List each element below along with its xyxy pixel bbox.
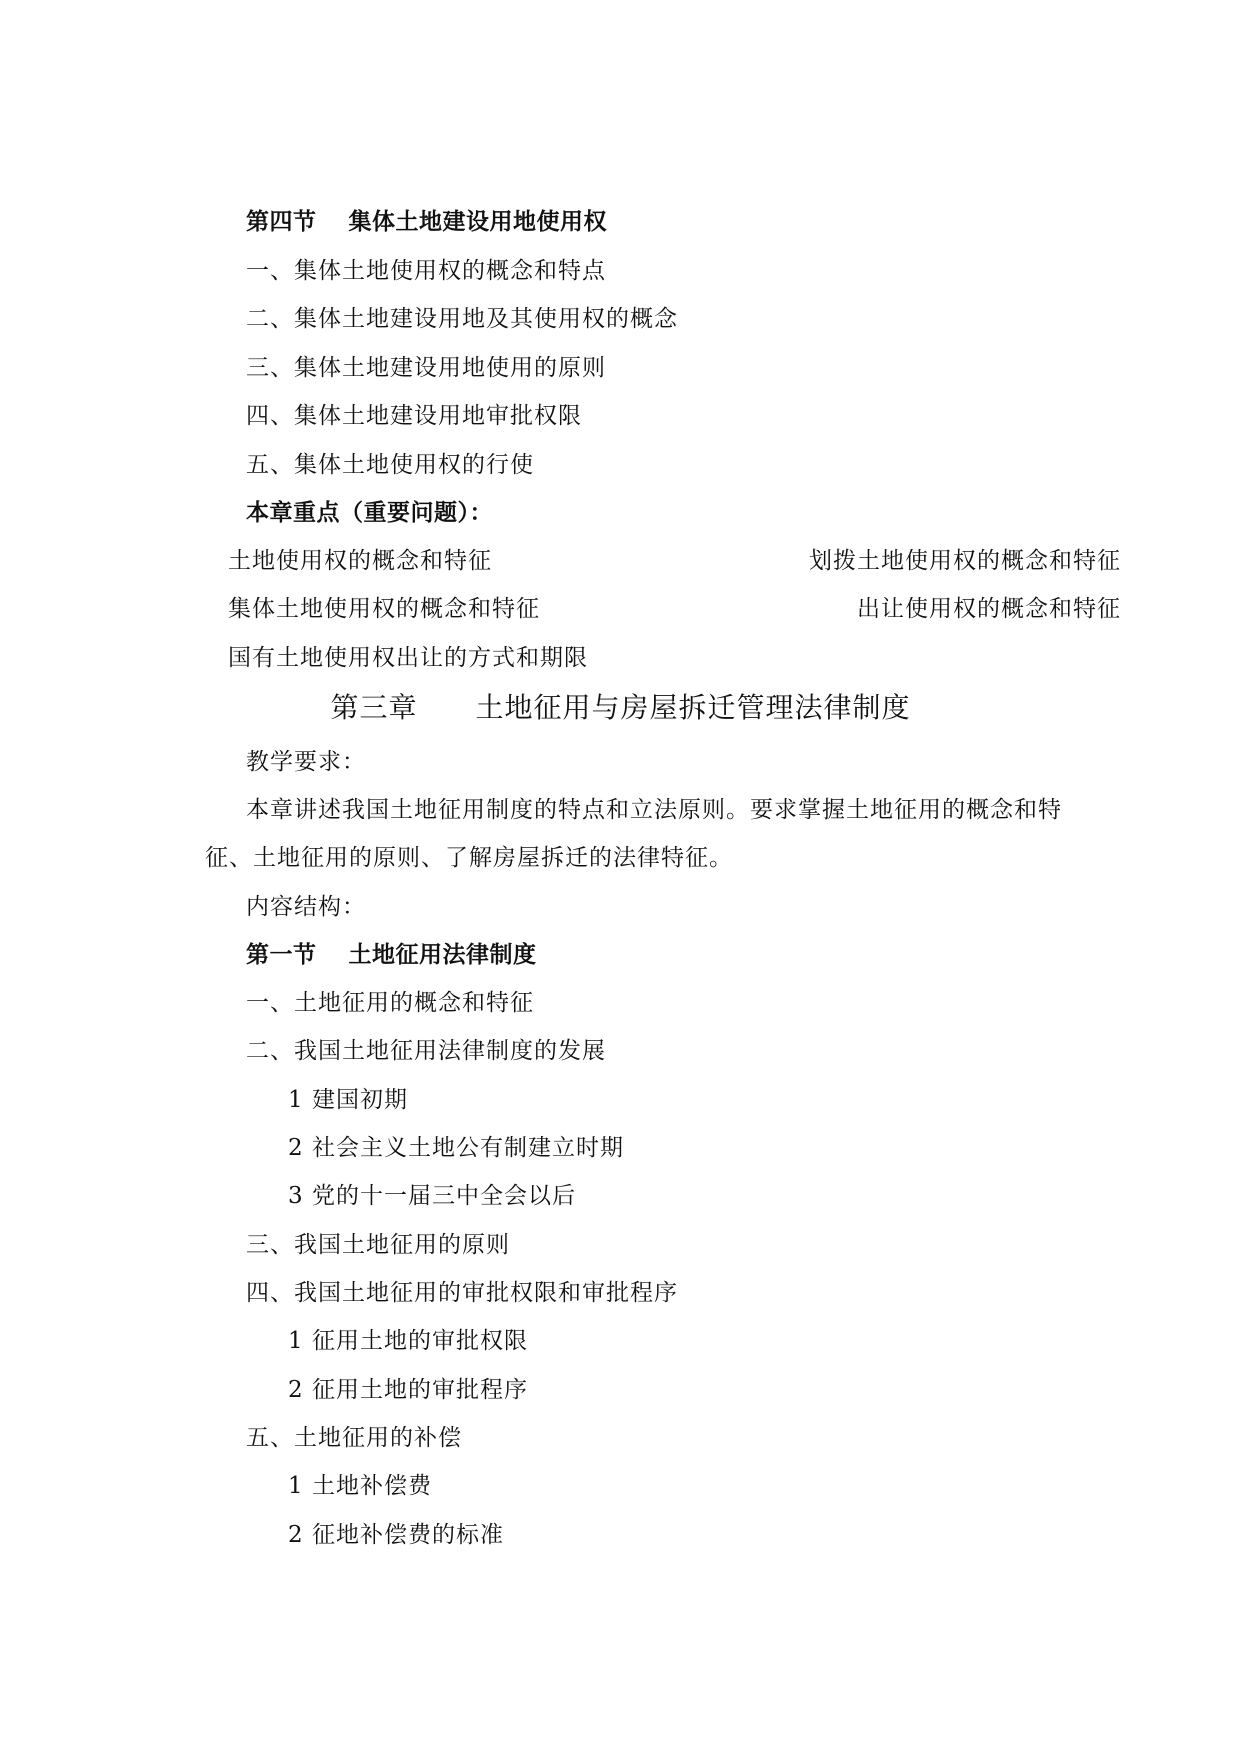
- outline-item: 四、集体土地建设用地审批权限: [246, 403, 582, 429]
- content-structure-label: 内容结构：: [246, 894, 366, 920]
- outline-item: 二、我国土地征用法律制度的发展: [246, 1038, 606, 1064]
- key-point-left: 土地使用权的概念和特征: [228, 548, 492, 574]
- outline-item: 四、我国土地征用的审批权限和审批程序: [246, 1280, 678, 1306]
- key-points-row: [228, 594, 1121, 624]
- key-point-right: 出让使用权的概念和特征: [857, 596, 1121, 622]
- outline-subitem: 2 征地补偿费的标准: [288, 1522, 504, 1548]
- chapter-title: 第三章 土地征用与房屋拆迁管理法律制度: [330, 691, 911, 724]
- outline-item: 三、集体土地建设用地使用的原则: [246, 355, 606, 381]
- outline-subitem: 2 社会主义土地公有制建立时期: [288, 1135, 624, 1161]
- requirements-text: 征、土地征用的原则、了解房屋拆迁的法律特征。: [205, 845, 733, 871]
- outline-item: 一、集体土地使用权的概念和特点: [246, 258, 606, 284]
- outline-subitem: 2 征用土地的审批程序: [288, 1377, 528, 1403]
- outline-item: 三、我国土地征用的原则: [246, 1232, 510, 1258]
- teaching-requirements-label: 教学要求：: [246, 749, 366, 775]
- key-point-right: 划拨土地使用权的概念和特征: [809, 548, 1121, 574]
- outline-subitem: 1 建国初期: [288, 1087, 408, 1113]
- key-points-row: [228, 546, 1121, 576]
- outline-item: 二、集体土地建设用地及其使用权的概念: [246, 306, 678, 332]
- section-4-heading: 第四节 集体土地建设用地使用权: [246, 209, 608, 235]
- outline-subitem: 3 党的十一届三中全会以后: [288, 1183, 576, 1209]
- requirements-text: 本章讲述我国土地征用制度的特点和立法原则。要求掌握土地征用的概念和特: [246, 797, 1062, 823]
- key-points-row: [228, 643, 1121, 673]
- outline-item: 五、土地征用的补偿: [246, 1425, 462, 1451]
- outline-item: 五、集体土地使用权的行使: [246, 452, 534, 478]
- key-point-left: 集体土地使用权的概念和特征: [228, 596, 540, 622]
- section-1-heading: 第一节 土地征用法律制度: [246, 942, 537, 968]
- key-point-left: 国有土地使用权出让的方式和期限: [228, 645, 588, 671]
- outline-subitem: 1 征用土地的审批权限: [288, 1328, 528, 1354]
- outline-subitem: 1 土地补偿费: [288, 1473, 432, 1499]
- outline-item: 一、土地征用的概念和特征: [246, 990, 534, 1016]
- key-points-heading: 本章重点（重要问题）：: [246, 500, 493, 526]
